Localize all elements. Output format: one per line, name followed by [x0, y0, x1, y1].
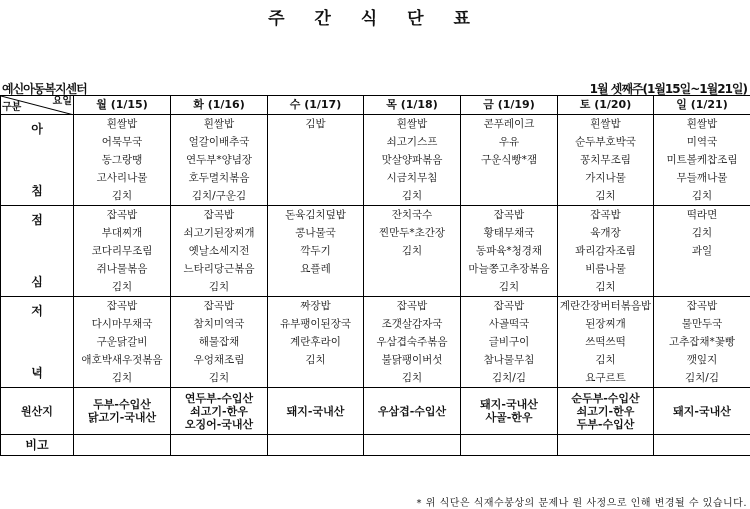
dish-cell: 황태무채국	[461, 224, 558, 242]
dish-cell: 된장찌개	[558, 315, 654, 333]
origin-cell: 두부-수입산 닭고기-국내산	[74, 388, 171, 435]
dish-cell: 흰쌀밥	[558, 115, 654, 134]
day-header: 월 (1/15)	[74, 96, 171, 115]
header-row	[1, 96, 750, 115]
meal-row	[1, 169, 750, 187]
day-header: 일 (1/21)	[654, 96, 750, 115]
dish-cell: 계란후라이	[268, 333, 364, 351]
dish-cell: 쥐나물볶음	[74, 260, 171, 278]
corner-cell	[1, 96, 74, 115]
meal-row	[1, 333, 750, 351]
dish-cell: 코다리무조림	[74, 242, 171, 260]
dish-cell: 김치	[654, 224, 750, 242]
dish-cell: 떡라면	[654, 206, 750, 225]
dish-cell: 느타리당근볶음	[171, 260, 268, 278]
dish-cell: 부대찌개	[74, 224, 171, 242]
dish-cell: 흰쌀밥	[364, 115, 461, 134]
meal-row	[1, 151, 750, 169]
dish-cell: 쇠고기된장찌개	[171, 224, 268, 242]
dish-cell	[461, 187, 558, 206]
dish-cell	[654, 260, 750, 278]
meal-row	[1, 297, 750, 316]
dish-cell: 잡곡밥	[461, 206, 558, 225]
dish-cell	[654, 278, 750, 297]
dish-cell: 시금치무침	[364, 169, 461, 187]
dish-cell: 김치	[268, 351, 364, 369]
dish-cell: 호두멸치볶음	[171, 169, 268, 187]
dish-cell	[268, 278, 364, 297]
origin-label: 원산지	[1, 388, 74, 435]
origin-cell: 돼지-국내산	[268, 388, 364, 435]
dish-cell: 잡곡밥	[171, 206, 268, 225]
dish-cell: 글비구이	[461, 333, 558, 351]
meal-row	[1, 242, 750, 260]
meal-row	[1, 278, 750, 297]
dish-cell: 잡곡밥	[171, 297, 268, 316]
origin-cell: 돼지-국내산	[654, 388, 750, 435]
origin-row	[1, 388, 750, 435]
dish-cell: 김치	[364, 187, 461, 206]
dish-cell: 어묵무국	[74, 133, 171, 151]
day-header: 화 (1/16)	[171, 96, 268, 115]
day-header: 금 (1/19)	[461, 96, 558, 115]
meal-row	[1, 133, 750, 151]
note-cell	[364, 435, 461, 456]
dish-cell: 찐만두*초간장	[364, 224, 461, 242]
note-cell	[74, 435, 171, 456]
dish-cell: 계란간장버터볶음밥	[558, 297, 654, 316]
dish-cell: 요플레	[268, 260, 364, 278]
dish-cell: 유부팽이된장국	[268, 315, 364, 333]
dish-cell: 콩나물국	[268, 224, 364, 242]
dish-cell: 애호박새우젓볶음	[74, 351, 171, 369]
dish-cell: 해물잡채	[171, 333, 268, 351]
dish-cell: 얼갈이배추국	[171, 133, 268, 151]
meal-row	[1, 115, 750, 134]
dish-cell: 구운식빵*잼	[461, 151, 558, 169]
dish-cell: 잡곡밥	[364, 297, 461, 316]
dish-cell: 짜장밥	[268, 297, 364, 316]
dish-cell: 육개장	[558, 224, 654, 242]
note-cell	[558, 435, 654, 456]
dish-cell: 김치	[74, 278, 171, 297]
dish-cell: 가지나물	[558, 169, 654, 187]
dish-cell: 동그랑땡	[74, 151, 171, 169]
note-cell	[461, 435, 558, 456]
day-header: 목 (1/18)	[364, 96, 461, 115]
dish-cell: 고사리나물	[74, 169, 171, 187]
dish-cell: 참나물무침	[461, 351, 558, 369]
dish-cell: 옛날소세지전	[171, 242, 268, 260]
dish-cell	[364, 260, 461, 278]
dish-cell: 흰쌀밥	[171, 115, 268, 134]
dish-cell: 김치	[364, 242, 461, 260]
dish-cell	[268, 369, 364, 388]
dish-cell: 잡곡밥	[558, 206, 654, 225]
note-cell	[654, 435, 750, 456]
meal-label: 점 심	[1, 206, 74, 297]
dish-cell: 김치	[74, 369, 171, 388]
dish-cell: 참치미역국	[171, 315, 268, 333]
dish-cell: 무들깨나물	[654, 169, 750, 187]
dish-cell: 김치	[74, 187, 171, 206]
week-label: 1월 셋째주(1월15일~1월21일)	[589, 82, 747, 96]
dish-cell	[268, 169, 364, 187]
dish-cell: 사골떡국	[461, 315, 558, 333]
dish-cell: 우유	[461, 133, 558, 151]
origin-cell: 연두부-수입산 쇠고기-한우 오징어-국내산	[171, 388, 268, 435]
dish-cell: 김치	[558, 187, 654, 206]
dish-cell: 깍두기	[268, 242, 364, 260]
note-cell	[268, 435, 364, 456]
dish-cell: 꽁치무조림	[558, 151, 654, 169]
dish-cell: 우삼겹숙주볶음	[364, 333, 461, 351]
page-title: 주 간 식 단 표	[268, 9, 482, 29]
dish-cell: 순두부호박국	[558, 133, 654, 151]
dish-cell: 김치	[461, 278, 558, 297]
dish-cell: 비름나물	[558, 260, 654, 278]
dish-cell	[364, 278, 461, 297]
dish-cell: 돈육김치덮밥	[268, 206, 364, 225]
note-row	[1, 435, 750, 456]
meal-row	[1, 224, 750, 242]
dish-cell: 고추잡채*꽃빵	[654, 333, 750, 351]
dish-cell: 콘푸레이크	[461, 115, 558, 134]
menu-table	[0, 95, 750, 456]
dish-cell: 김치/김	[461, 369, 558, 388]
dish-cell: 흰쌀밥	[654, 115, 750, 134]
meal-row	[1, 315, 750, 333]
dish-cell	[268, 133, 364, 151]
dish-cell: 구운닭갈비	[74, 333, 171, 351]
dish-cell: 물만두국	[654, 315, 750, 333]
dish-cell: 쇠고기스프	[364, 133, 461, 151]
dish-cell: 김치	[171, 369, 268, 388]
dish-cell	[461, 169, 558, 187]
dish-cell: 꽈리감자조림	[558, 242, 654, 260]
dish-cell: 조갯살감자국	[364, 315, 461, 333]
dish-cell: 김치	[364, 369, 461, 388]
dish-cell: 쓰떡쓰떡	[558, 333, 654, 351]
dish-cell: 흰쌀밥	[74, 115, 171, 134]
dish-cell: 잡곡밥	[654, 297, 750, 316]
dish-cell: 마늘쫑고추장볶음	[461, 260, 558, 278]
origin-cell: 순두부-수입산 쇠고기-한우 두부-수입산	[558, 388, 654, 435]
corner-left-label: 구분	[2, 102, 22, 113]
dish-cell: 잡곡밥	[74, 206, 171, 225]
day-header: 토 (1/20)	[558, 96, 654, 115]
dish-cell: 불닭팽이버섯	[364, 351, 461, 369]
origin-cell: 우삼겹-수입산	[364, 388, 461, 435]
origin-cell: 돼지-국내산 사골-한우	[461, 388, 558, 435]
dish-cell: 요구르트	[558, 369, 654, 388]
dish-cell: 미역국	[654, 133, 750, 151]
dish-cell: 우엉채조림	[171, 351, 268, 369]
dish-cell: 깻잎지	[654, 351, 750, 369]
meal-label: 아 침	[1, 115, 74, 206]
meal-row	[1, 351, 750, 369]
dish-cell: 맛살양파볶음	[364, 151, 461, 169]
dish-cell: 김치	[558, 351, 654, 369]
dish-cell: 다시마무채국	[74, 315, 171, 333]
dish-cell: 동파육*청경채	[461, 242, 558, 260]
footnote: * 위 식단은 식재수봉상의 문제나 원 사정으로 인해 변경될 수 있습니다.	[416, 498, 747, 509]
dish-cell	[268, 187, 364, 206]
corner-right-label: 요일	[52, 96, 72, 107]
dish-cell: 김밥	[268, 115, 364, 134]
dish-cell	[268, 151, 364, 169]
meal-row	[1, 369, 750, 388]
meal-row	[1, 206, 750, 225]
dish-cell: 김치	[654, 187, 750, 206]
dish-cell: 잡곡밥	[74, 297, 171, 316]
dish-cell: 미트볼케찹조림	[654, 151, 750, 169]
meal-label: 저 녁	[1, 297, 74, 388]
day-header: 수 (1/17)	[268, 96, 364, 115]
meal-row	[1, 260, 750, 278]
meal-row	[1, 187, 750, 206]
dish-cell: 김치	[171, 278, 268, 297]
note-cell	[171, 435, 268, 456]
dish-cell: 과일	[654, 242, 750, 260]
dish-cell: 잔치국수	[364, 206, 461, 225]
dish-cell: 김치	[558, 278, 654, 297]
note-label: 비고	[1, 435, 74, 456]
dish-cell: 김치/김	[654, 369, 750, 388]
dish-cell: 김치/구운김	[171, 187, 268, 206]
dish-cell: 연두부*양념장	[171, 151, 268, 169]
dish-cell: 잡곡밥	[461, 297, 558, 316]
center-name: 예신아동복지센터	[2, 82, 87, 96]
